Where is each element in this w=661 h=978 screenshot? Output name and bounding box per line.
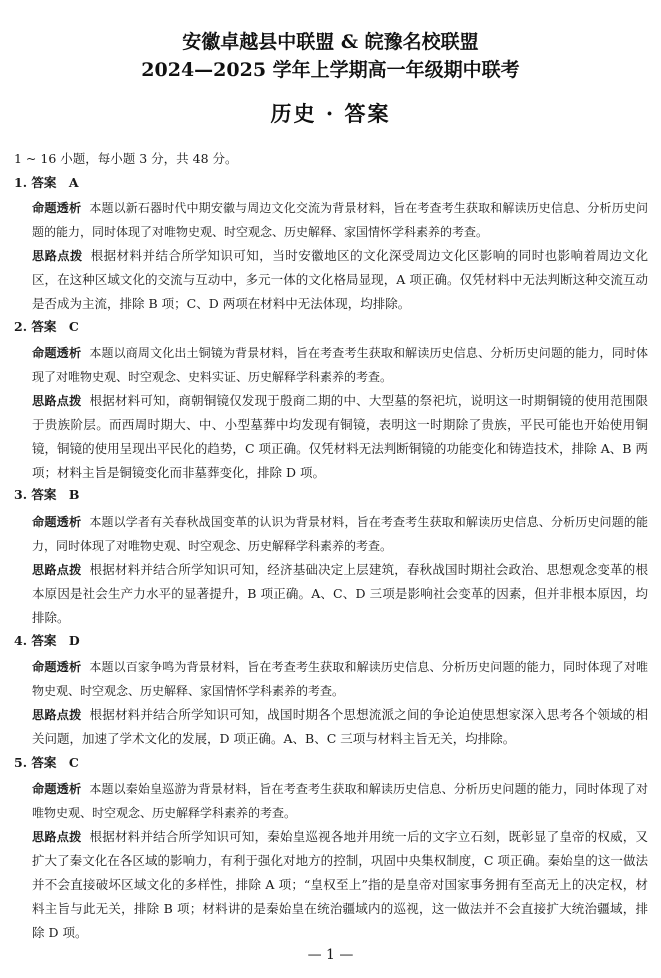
q5-hint-tag: 思路点拨 (32, 830, 82, 844)
q1-hint-tag: 思路点拨 (32, 249, 83, 263)
q3-hint (32, 558, 648, 630)
q4-analysis-text: 本题以百家争鸣为背景材料，旨在考查考生获取和解读历史信息、分析历史问题的能力，同时体现了对唯物史观、时空观念、历史解释、家国情怀学科素养的考查。 (32, 660, 648, 698)
q2-analysis-tag: 命题透析 (32, 346, 82, 360)
q2-hint-tag: 思路点拨 (32, 394, 82, 408)
alliance-title: 安徽卓越县中联盟 & 皖豫名校联盟 (182, 31, 479, 53)
q1-analysis (32, 196, 648, 244)
q3-hint-text: 根据材料并结合所学知识可知，经济基础决定上层建筑，春秋战国时期社会政治、思想观念变革的根本原因是社会生产力水平的显著提升，B 项正确。A、C、D 三项是影响社会变革的因素，但并非根本原因，均排除。 (32, 562, 648, 625)
q4-analysis-tag: 命题透析 (32, 660, 82, 674)
q5-analysis (32, 777, 648, 825)
q2-hint (32, 389, 648, 485)
q4-answer: 4. 答案 D (14, 633, 80, 648)
q1-hint-text: 根据材料并结合所学知识可知，当时安徽地区的文化深受周边文化区影响的同时也影响着周边文化区，在这种区域文化的交流与互动中，多元一体的文化格局显现，A 项正确。仅凭材料中无法判断这种交流互动是否成为主流，排除 B 项；C、D 两项在材料中无法体现，均排除。 (32, 248, 648, 311)
q5-analysis-text: 本题以秦始皇巡游为背景材料，旨在考查考生获取和解读历史信息、分析历史问题的能力，同时体现了对唯物史观、时空观念、历史解释学科素养的考查。 (32, 782, 648, 820)
q2-analysis-text: 本题以商周文化出土铜镜为背景材料，旨在考查考生获取和解读历史信息、分析历史问题的能力，同时体现了对唯物史观、时空观念、史料实证、历史解释学科素养的考查。 (32, 346, 648, 384)
scoring-intro: 1 ~ 16 小题，每小题 3 分，共 48 分。 (14, 151, 238, 166)
q3-answer: 3. 答案 B (14, 487, 80, 502)
q5-hint-text: 根据材料并结合所学知识可知，秦始皇巡视各地并用统一后的文字立石刻，既彰显了皇帝的权威，又扩大了秦文化在各区域的影响力，有利于强化对地方的控制，巩固中央集权制度，C 项正确。秦始皇的这一做法并不会直接破坏区域文化的多样性，排除 A 项；“皇权至上”指的是皇帝对国家事务拥有至高无上的决定权，材料主旨与此无关，排除 B 项；材料讲的是秦始皇在统治疆域内的巡视，这一做法并不会直接扩大统治疆域，排除 D 项。 (32, 829, 648, 940)
page-number: — 1 — (307, 947, 354, 963)
q2-analysis (32, 341, 648, 389)
q4-hint (32, 703, 648, 751)
q5-answer: 5. 答案 C (14, 755, 79, 770)
q3-hint-tag: 思路点拨 (32, 563, 82, 577)
q4-hint-tag: 思路点拨 (32, 708, 82, 722)
q3-analysis-text: 本题以学者有关春秋战国变革的认识为背景材料，旨在考查考生获取和解读历史信息、分析历史问题的能力，同时体现了对唯物史观、时空观念、历史解释学科素养的考查。 (32, 515, 648, 553)
q1-analysis-text: 本题以新石器时代中期安徽与周边文化交流为背景材料，旨在考查考生获取和解读历史信息、分析历史问题的能力，同时体现了对唯物史观、时空观念、历史解释、家国情怀学科素养的考查。 (32, 201, 648, 239)
q2-answer: 2. 答案 C (14, 319, 79, 334)
q4-hint-text: 根据材料并结合所学知识可知，战国时期各个思想流派之间的争论迫使思想家深入思考各个领域的相关问题，加速了学术文化的发展，D 项正确。A、B、C 三项与材料主旨无关，均排除。 (32, 707, 648, 746)
q5-hint (32, 825, 648, 945)
q1-hint (32, 244, 648, 316)
q3-analysis (32, 510, 648, 558)
q2-hint-text: 根据材料可知，商朝铜镜仅发现于殷商二期的中、大型墓的祭祀坑，说明这一时期铜镜的使用范围限于贵族阶层。而西周时期大、中、小型墓葬中均发现有铜镜，表明这一时期除了贵族，平民可能也开始使用铜镜，铜镜的使用呈现出平民化的趋势，C 项正确。仅凭材料无法判断铜镜的功能变化和铸造技术，排除 A、B 两项；材料主旨是铜镜变化而非墓葬变化，排除 D 项。 (32, 393, 648, 480)
exam-title: 2024—2025 学年上学期高一年级期中联考 (141, 59, 520, 81)
subject-title: 历史 · 答案 (270, 101, 391, 126)
q1-answer: 1. 答案 A (14, 175, 79, 190)
q5-analysis-tag: 命题透析 (32, 782, 82, 796)
q3-analysis-tag: 命题透析 (32, 515, 82, 529)
q1-analysis-tag: 命题透析 (32, 201, 82, 215)
q4-analysis (32, 655, 648, 703)
